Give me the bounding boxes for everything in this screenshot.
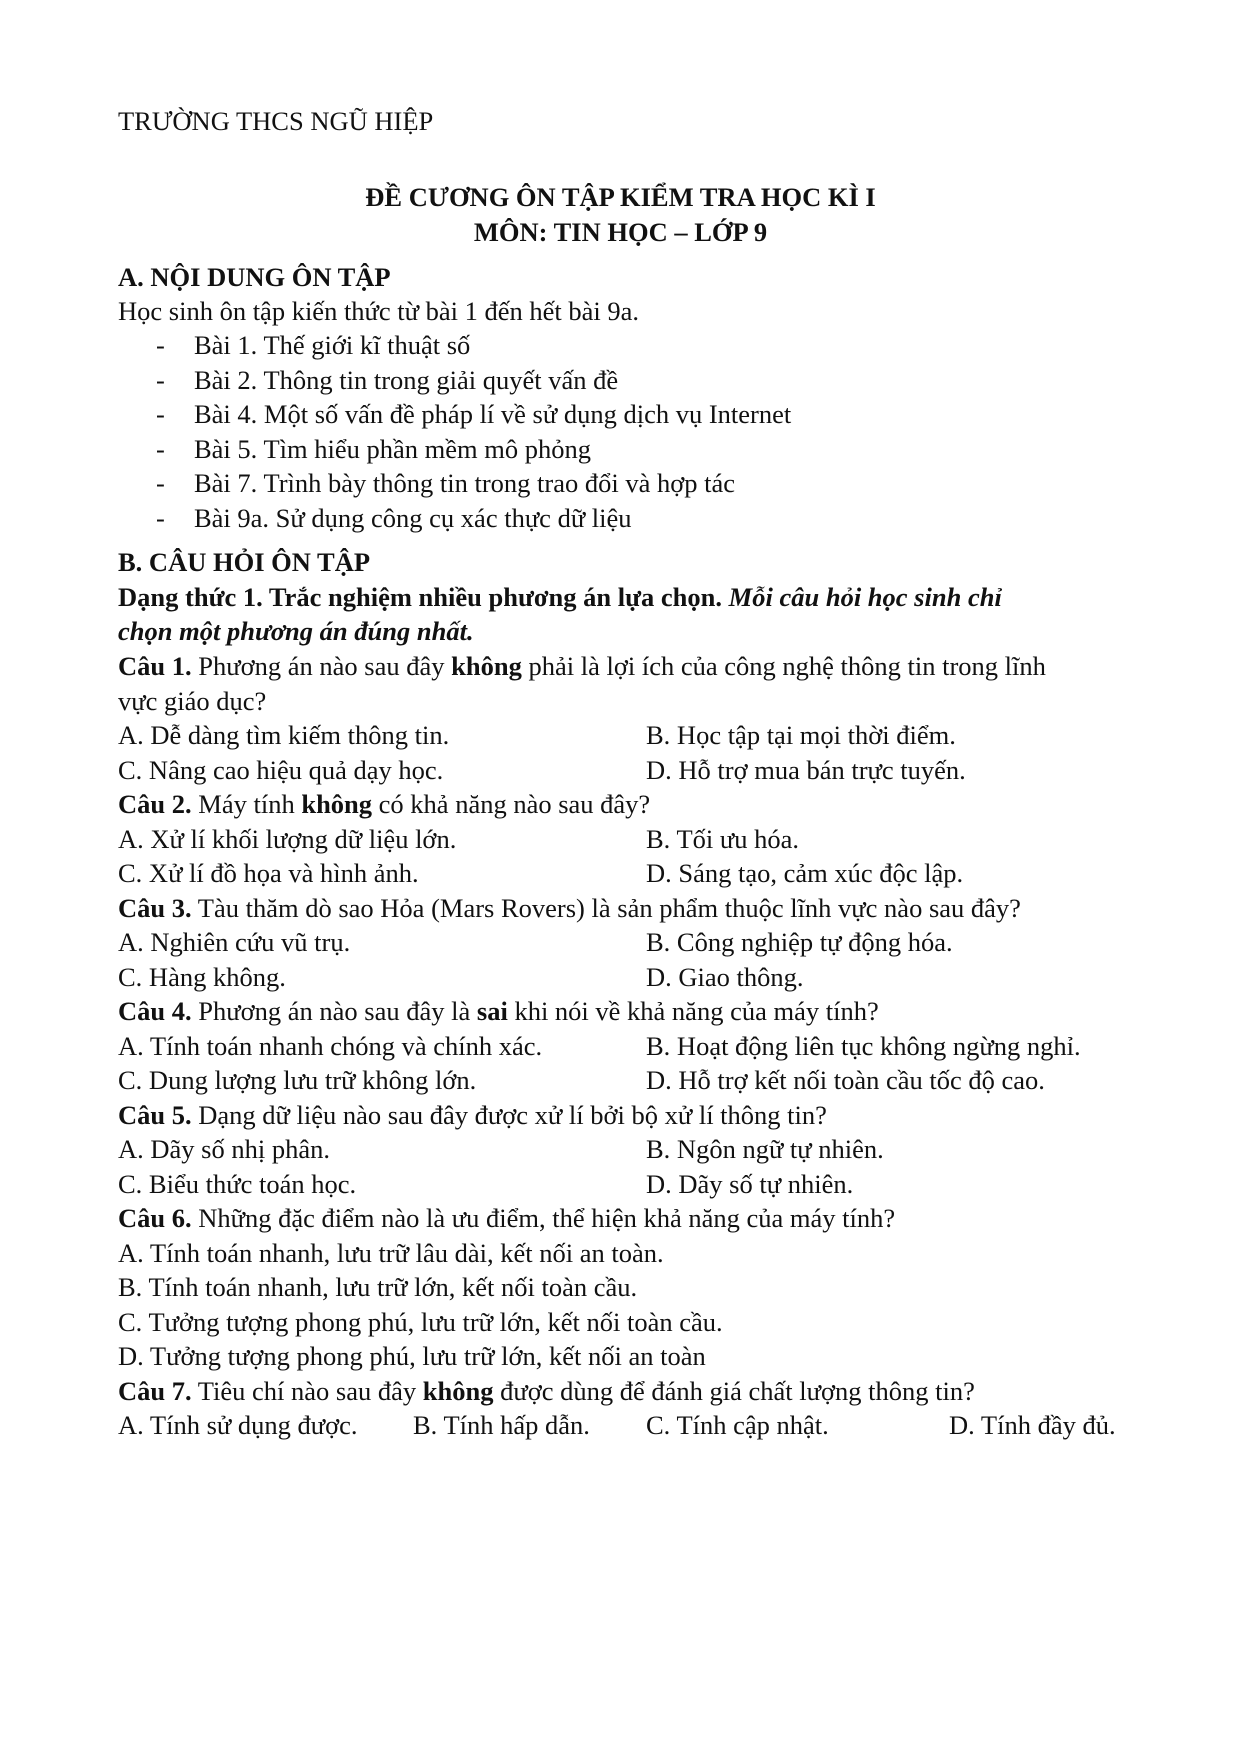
answer-option: A. Dễ dàng tìm kiếm thông tin. bbox=[118, 720, 450, 750]
answer-option: D. Hỗ trợ mua bán trực tuyến. bbox=[646, 755, 966, 785]
question-number: Câu 2. bbox=[118, 789, 192, 819]
answer-option: C. Hàng không. bbox=[118, 962, 286, 992]
answer-option: B. Học tập tại mọi thời điểm. bbox=[646, 720, 956, 750]
question-4 bbox=[118, 994, 879, 1028]
bullet-dash: - bbox=[156, 468, 165, 498]
answer-option: D. Hỗ trợ kết nối toàn cầu tốc độ cao. bbox=[646, 1065, 1045, 1095]
bullet-dash: - bbox=[156, 503, 165, 533]
question-text: Phương án nào sau đây bbox=[191, 651, 452, 681]
question-number: Câu 4. bbox=[118, 996, 192, 1026]
question-7 bbox=[118, 1374, 975, 1408]
answer-option: B. Tối ưu hóa. bbox=[646, 824, 799, 854]
review-item-text: Bài 9a. Sử dụng công cụ xác thực dữ liệu bbox=[194, 503, 632, 533]
format-note: Mỗi câu hỏi học sinh chỉ bbox=[728, 582, 1002, 612]
question-text: có khả năng nào sau đây? bbox=[372, 789, 651, 819]
question-emphasis: không bbox=[451, 651, 522, 681]
question-number: Câu 6. bbox=[118, 1203, 192, 1233]
answer-option: C. Xử lí đồ họa và hình ảnh. bbox=[118, 858, 419, 888]
answer-option: C. Tính cập nhật. bbox=[646, 1410, 829, 1440]
answer-option: A. Tính toán nhanh, lưu trữ lâu dài, kết nối an toàn. bbox=[118, 1238, 664, 1268]
section-a-heading: A. NỘI DUNG ÔN TẬP bbox=[118, 262, 391, 292]
school-name: TRƯỜNG THCS NGŨ HIỆP bbox=[118, 106, 434, 136]
question-number: Câu 1. bbox=[118, 651, 192, 681]
question-6 bbox=[118, 1201, 895, 1235]
bullet-dash: - bbox=[156, 365, 165, 395]
bullet-dash: - bbox=[156, 330, 165, 360]
answer-option: A. Dãy số nhị phân. bbox=[118, 1134, 330, 1164]
section-b-heading: B. CÂU HỎI ÔN TẬP bbox=[118, 547, 371, 577]
question-5 bbox=[118, 1098, 827, 1132]
question-number: Câu 5. bbox=[118, 1100, 192, 1130]
format-note-continued: chọn một phương án đúng nhất. bbox=[118, 616, 474, 646]
answer-option: A. Xử lí khối lượng dữ liệu lớn. bbox=[118, 824, 457, 854]
review-item-text: Bài 4. Một số vấn đề pháp lí về sử dụng dịch vụ Internet bbox=[194, 399, 792, 429]
bullet-dash: - bbox=[156, 399, 165, 429]
review-item-text: Bài 5. Tìm hiểu phần mềm mô phỏng bbox=[194, 434, 591, 464]
format-description bbox=[118, 580, 1002, 614]
review-item-text: Bài 1. Thế giới kĩ thuật số bbox=[194, 330, 471, 360]
question-number: Câu 7. bbox=[118, 1376, 192, 1406]
question-text: Những đặc điểm nào là ưu điểm, thể hiện khả năng của máy tính? bbox=[191, 1203, 896, 1233]
question-text: Máy tính bbox=[191, 789, 302, 819]
answer-option: A. Tính sử dụng được. bbox=[118, 1410, 358, 1440]
question-text: được dùng để đánh giá chất lượng thông tin? bbox=[493, 1376, 975, 1406]
question-emphasis: không bbox=[422, 1376, 494, 1406]
answer-option: D. Sáng tạo, cảm xúc độc lập. bbox=[646, 858, 964, 888]
question-text: Tàu thăm dò sao Hỏa (Mars Rovers) là sản phẩm thuộc lĩnh vực nào sau đây? bbox=[191, 893, 1021, 923]
question-text: Phương án nào sau đây là bbox=[191, 996, 477, 1026]
answer-option: C. Tưởng tượng phong phú, lưu trữ lớn, kết nối toàn cầu. bbox=[118, 1307, 723, 1337]
question-text-continued: vực giáo dục? bbox=[118, 686, 267, 716]
answer-option: B. Công nghiệp tự động hóa. bbox=[646, 927, 953, 957]
question-emphasis: không bbox=[301, 789, 373, 819]
question-emphasis: sai bbox=[476, 996, 508, 1026]
answer-option: D. Tính đầy đủ. bbox=[949, 1410, 1116, 1440]
question-number: Câu 3. bbox=[118, 893, 192, 923]
document-title: ĐỀ CƯƠNG ÔN TẬP KIỂM TRA HỌC KÌ I bbox=[365, 182, 876, 212]
answer-option: B. Tính hấp dẫn. bbox=[413, 1410, 590, 1440]
question-text: khi nói về khả năng của máy tính? bbox=[507, 996, 879, 1026]
bullet-dash: - bbox=[156, 434, 165, 464]
answer-option: C. Dung lượng lưu trữ không lớn. bbox=[118, 1065, 477, 1095]
question-text: Tiêu chí nào sau đây bbox=[191, 1376, 423, 1406]
question-2 bbox=[118, 787, 650, 821]
answer-option: B. Tính toán nhanh, lưu trữ lớn, kết nối toàn cầu. bbox=[118, 1272, 638, 1302]
review-item-text: Bài 7. Trình bày thông tin trong trao đổi và hợp tác bbox=[194, 468, 736, 498]
answer-option: D. Giao thông. bbox=[646, 962, 804, 992]
answer-option: A. Tính toán nhanh chóng và chính xác. bbox=[118, 1031, 543, 1061]
review-item-text: Bài 2. Thông tin trong giải quyết vấn đề bbox=[194, 365, 619, 395]
answer-option: D. Tưởng tượng phong phú, lưu trữ lớn, kết nối an toàn bbox=[118, 1341, 706, 1371]
answer-option: B. Hoạt động liên tục không ngừng nghỉ. bbox=[646, 1031, 1081, 1061]
answer-option: B. Ngôn ngữ tự nhiên. bbox=[646, 1134, 884, 1164]
question-text: phải là lợi ích của công nghệ thông tin trong lĩnh bbox=[521, 651, 1046, 681]
answer-option: C. Biểu thức toán học. bbox=[118, 1169, 357, 1199]
question-3 bbox=[118, 891, 1021, 925]
answer-option: D. Dãy số tự nhiên. bbox=[646, 1169, 854, 1199]
answer-option: C. Nâng cao hiệu quả dạy học. bbox=[118, 755, 444, 785]
answer-option: A. Nghiên cứu vũ trụ. bbox=[118, 927, 351, 957]
subject-title: MÔN: TIN HỌC – LỚP 9 bbox=[473, 217, 768, 247]
section-a-intro: Học sinh ôn tập kiến thức từ bài 1 đến hết bài 9a. bbox=[118, 296, 640, 326]
question-text: Dạng dữ liệu nào sau đây được xử lí bởi bộ xử lí thông tin? bbox=[191, 1100, 827, 1130]
question-1 bbox=[118, 649, 1046, 683]
format-label: Dạng thức 1. Trắc nghiệm nhiều phương án lựa chọn. bbox=[118, 582, 723, 612]
